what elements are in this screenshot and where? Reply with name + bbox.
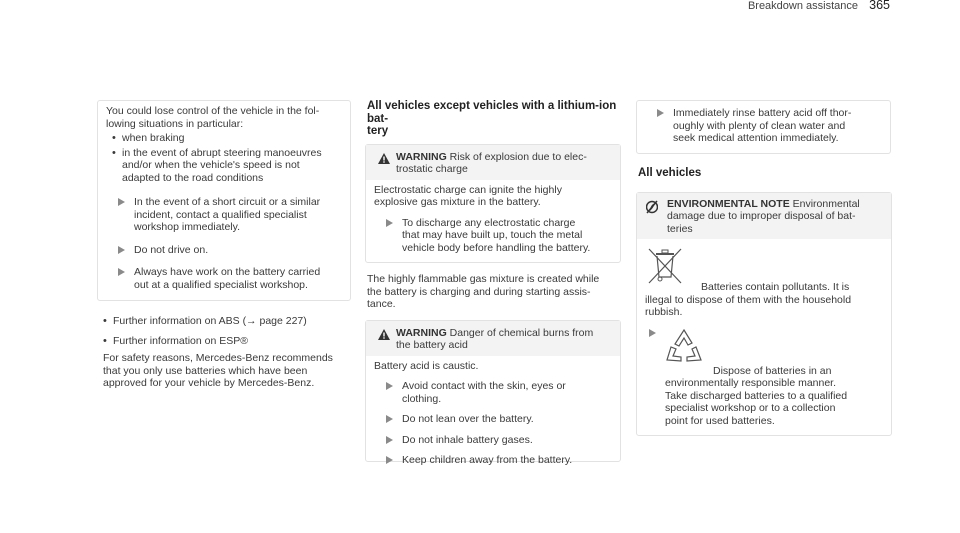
step-arrow-icon [649, 329, 656, 337]
step-arrow-icon [118, 198, 125, 206]
environmental-note-box: ENVIRONMENTAL NOTE Environmental damage due to improper disposal of bat- teries Batteries contain pollutants. It is illegal to dispose of them with the household rubbish. Dispose of batteries in an environmentally responsible manner. Take discharged batteries to a qualified specialist workshop or to a collection point for used batteries. [636, 192, 892, 437]
warning-box: WARNING Danger of chemical burns from the battery acid Battery acid is caustic. Avoid contact with the skin, eyes or clothing. Do not lean over the battery. Do not inhale battery gases. Keep children away from the battery. [365, 320, 621, 462]
crossed-out-bin-icon [645, 245, 685, 285]
intro-line: lowing situations in particular: [106, 117, 244, 130]
column-left [97, 100, 351, 390]
step-item: In the event of a short circuit or a similar incident, contact a qualified specialist workshop immediately. [106, 196, 342, 234]
paragraph: For safety reasons, Mercedes-Benz recommends that you only use batteries which have been approved for your vehicle by Mercedes-Benz. [103, 352, 333, 389]
section-heading: All vehicles [638, 167, 702, 179]
list-item: • when braking [106, 132, 342, 145]
column-right [636, 100, 891, 436]
page-header [0, 0, 960, 16]
step-arrow-icon [386, 382, 393, 390]
step-item: Always have work on the battery carried out at a qualified specialist workshop. [106, 266, 342, 291]
warning-triangle-icon [378, 153, 390, 164]
step-item: Do not lean over the battery. [374, 413, 612, 426]
step-item: Immediately rinse battery acid off thor- oughly with plenty of clean water and seek medical attention immediately. [645, 107, 882, 145]
step-arrow-icon [657, 109, 664, 117]
warning-box: WARNING Risk of explosion due to elec- trostatic charge Electrostatic charge can ignite the highly explosive gas mixture in the battery. To discharge any electrostatic charge that may have built up, touch the metal vehicle body before handling the battery. [365, 144, 621, 264]
section-heading: All vehicles except vehicles with a lithium-ion bat- tery [367, 100, 617, 137]
step-arrow-icon [386, 219, 393, 227]
step-item: Keep children away from the battery. [374, 454, 612, 467]
step-item: Dispose of batteries in an environmentally responsible manner. Take discharged batteries to a qualified specialist workshop or to a collection point for used batteries. [645, 327, 883, 428]
step-item: Do not inhale battery gases. [374, 434, 612, 447]
list-item: • in the event of abrupt steering manoeuvres and/or when the vehicle's speed is not adapted to the road conditions [106, 147, 342, 185]
warning-box-continued [636, 100, 891, 154]
column-middle [355, 100, 625, 466]
section-title: Breakdown assistance [747, 0, 858, 12]
warning-box [97, 100, 351, 301]
recycle-icon [663, 327, 705, 367]
list-item: • Further information on ABS (→ page 227) [97, 315, 351, 328]
step-item: Do not drive on. [106, 244, 342, 257]
paragraph: The highly flammable gas mixture is created while the battery is charging and during starting assis- tance. [367, 273, 600, 310]
step-item: Avoid contact with the skin, eyes or clothing. [374, 380, 612, 405]
list-item: • Further information on ESP® [97, 335, 351, 348]
step-arrow-icon [118, 246, 125, 254]
warning-triangle-icon [378, 329, 390, 340]
step-arrow-icon [386, 415, 393, 423]
intro-line: You could lose control of the vehicle in the fol- [106, 105, 320, 117]
step-arrow-icon [386, 456, 393, 464]
step-item: To discharge any electrostatic charge that may have built up, touch the metal vehicle body before handling the battery. [374, 217, 612, 255]
step-arrow-icon [386, 436, 393, 444]
step-arrow-icon [118, 268, 125, 276]
environment-icon [646, 200, 658, 214]
page-number: 365 [869, 0, 890, 12]
